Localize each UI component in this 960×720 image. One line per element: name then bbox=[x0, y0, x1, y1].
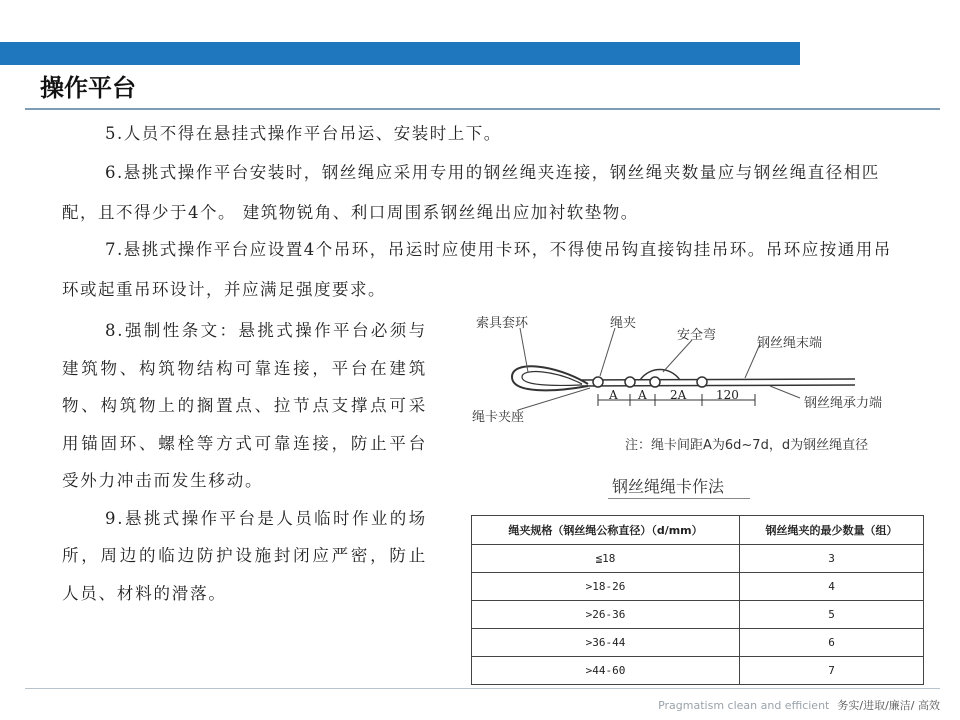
clip-spec-table bbox=[471, 515, 924, 685]
table-row bbox=[472, 545, 924, 573]
dimension-2a: 2A bbox=[670, 388, 687, 402]
header-accent-bar bbox=[0, 42, 800, 65]
cell-diameter: ≦18 bbox=[472, 545, 740, 573]
cell-diameter: >44-60 bbox=[472, 657, 740, 685]
cell-count: 6 bbox=[740, 629, 924, 657]
paragraph-5: 5.人员不得在悬挂式操作平台吊运、安装时上下。 bbox=[105, 124, 502, 143]
header-min-count: 钢丝绳夹的最少数量（组） bbox=[740, 516, 924, 545]
paragraph-8: 8.强制性条文：悬挑式操作平台必须与建筑物、构筑物结构可靠连接，平台在建筑物、构筑物上的搁置点、拉节点支撑点可采用锚固环、螺栓等方式可靠连接，防止平台受外力冲击而发生移动。 bbox=[62, 321, 427, 490]
header-clip-spec: 绳夹规格（钢丝绳公称直径）（d/mm） bbox=[472, 516, 740, 545]
cell-count: 5 bbox=[740, 601, 924, 629]
diagram-note: 注：绳卡间距A为6d~7d，d为钢丝绳直径 bbox=[625, 438, 869, 453]
footer-slogan bbox=[658, 697, 940, 713]
table-row bbox=[472, 601, 924, 629]
paragraph-6: 6.悬挑式操作平台安装时，钢丝绳应采用专用的钢丝绳夹连接，钢丝绳夹数量应与钢丝绳直径相匹配，且不得少于4个。 建筑物锐角、利口周围系钢丝绳出应加衬软垫物。 bbox=[62, 163, 880, 222]
table-row bbox=[472, 629, 924, 657]
footer-divider bbox=[25, 688, 940, 689]
dimension-a-2: A bbox=[638, 388, 647, 402]
footer-english: Pragmatism clean and efficient bbox=[658, 699, 830, 712]
left-text-column bbox=[62, 312, 427, 612]
cell-diameter: >26-36 bbox=[472, 601, 740, 629]
cell-count: 7 bbox=[740, 657, 924, 685]
title-divider bbox=[25, 108, 940, 110]
label-safety-bend: 安全弯 bbox=[677, 328, 717, 343]
label-clip: 绳夹 bbox=[610, 316, 637, 331]
label-rope-end: 钢丝绳末端 bbox=[757, 336, 823, 351]
table-header-row bbox=[472, 516, 924, 545]
footer-chinese: 务实/进取/廉洁/ 高效 bbox=[837, 699, 940, 712]
label-load-end: 钢丝绳承力端 bbox=[804, 396, 883, 411]
cell-count: 3 bbox=[740, 545, 924, 573]
cell-count: 4 bbox=[740, 573, 924, 601]
label-clip-seat: 绳卡夹座 bbox=[472, 410, 525, 425]
dimension-120: 120 bbox=[716, 388, 739, 402]
label-thimble: 索具套环 bbox=[476, 316, 529, 331]
table-row bbox=[472, 573, 924, 601]
page-title: 操作平台 bbox=[40, 74, 136, 102]
paragraph-9: 9.悬挑式操作平台是人员临时作业的场所，周边的临边防护设施封闭应严密，防止人员、材料的滑落。 bbox=[62, 508, 427, 603]
cell-diameter: >18-26 bbox=[472, 573, 740, 601]
dimension-a-1: A bbox=[609, 388, 618, 402]
caption-underline bbox=[608, 498, 750, 499]
table-row bbox=[472, 657, 924, 685]
cell-diameter: >36-44 bbox=[472, 629, 740, 657]
diagram-caption: 钢丝绳绳卡作法 bbox=[612, 477, 725, 496]
paragraph-7: 7.悬挑式操作平台应设置4个吊环，吊运时应使用卡环，不得使吊钩直接钩挂吊环。吊环应按通用吊环或起重吊环设计，并应满足强度要求。 bbox=[62, 240, 892, 299]
